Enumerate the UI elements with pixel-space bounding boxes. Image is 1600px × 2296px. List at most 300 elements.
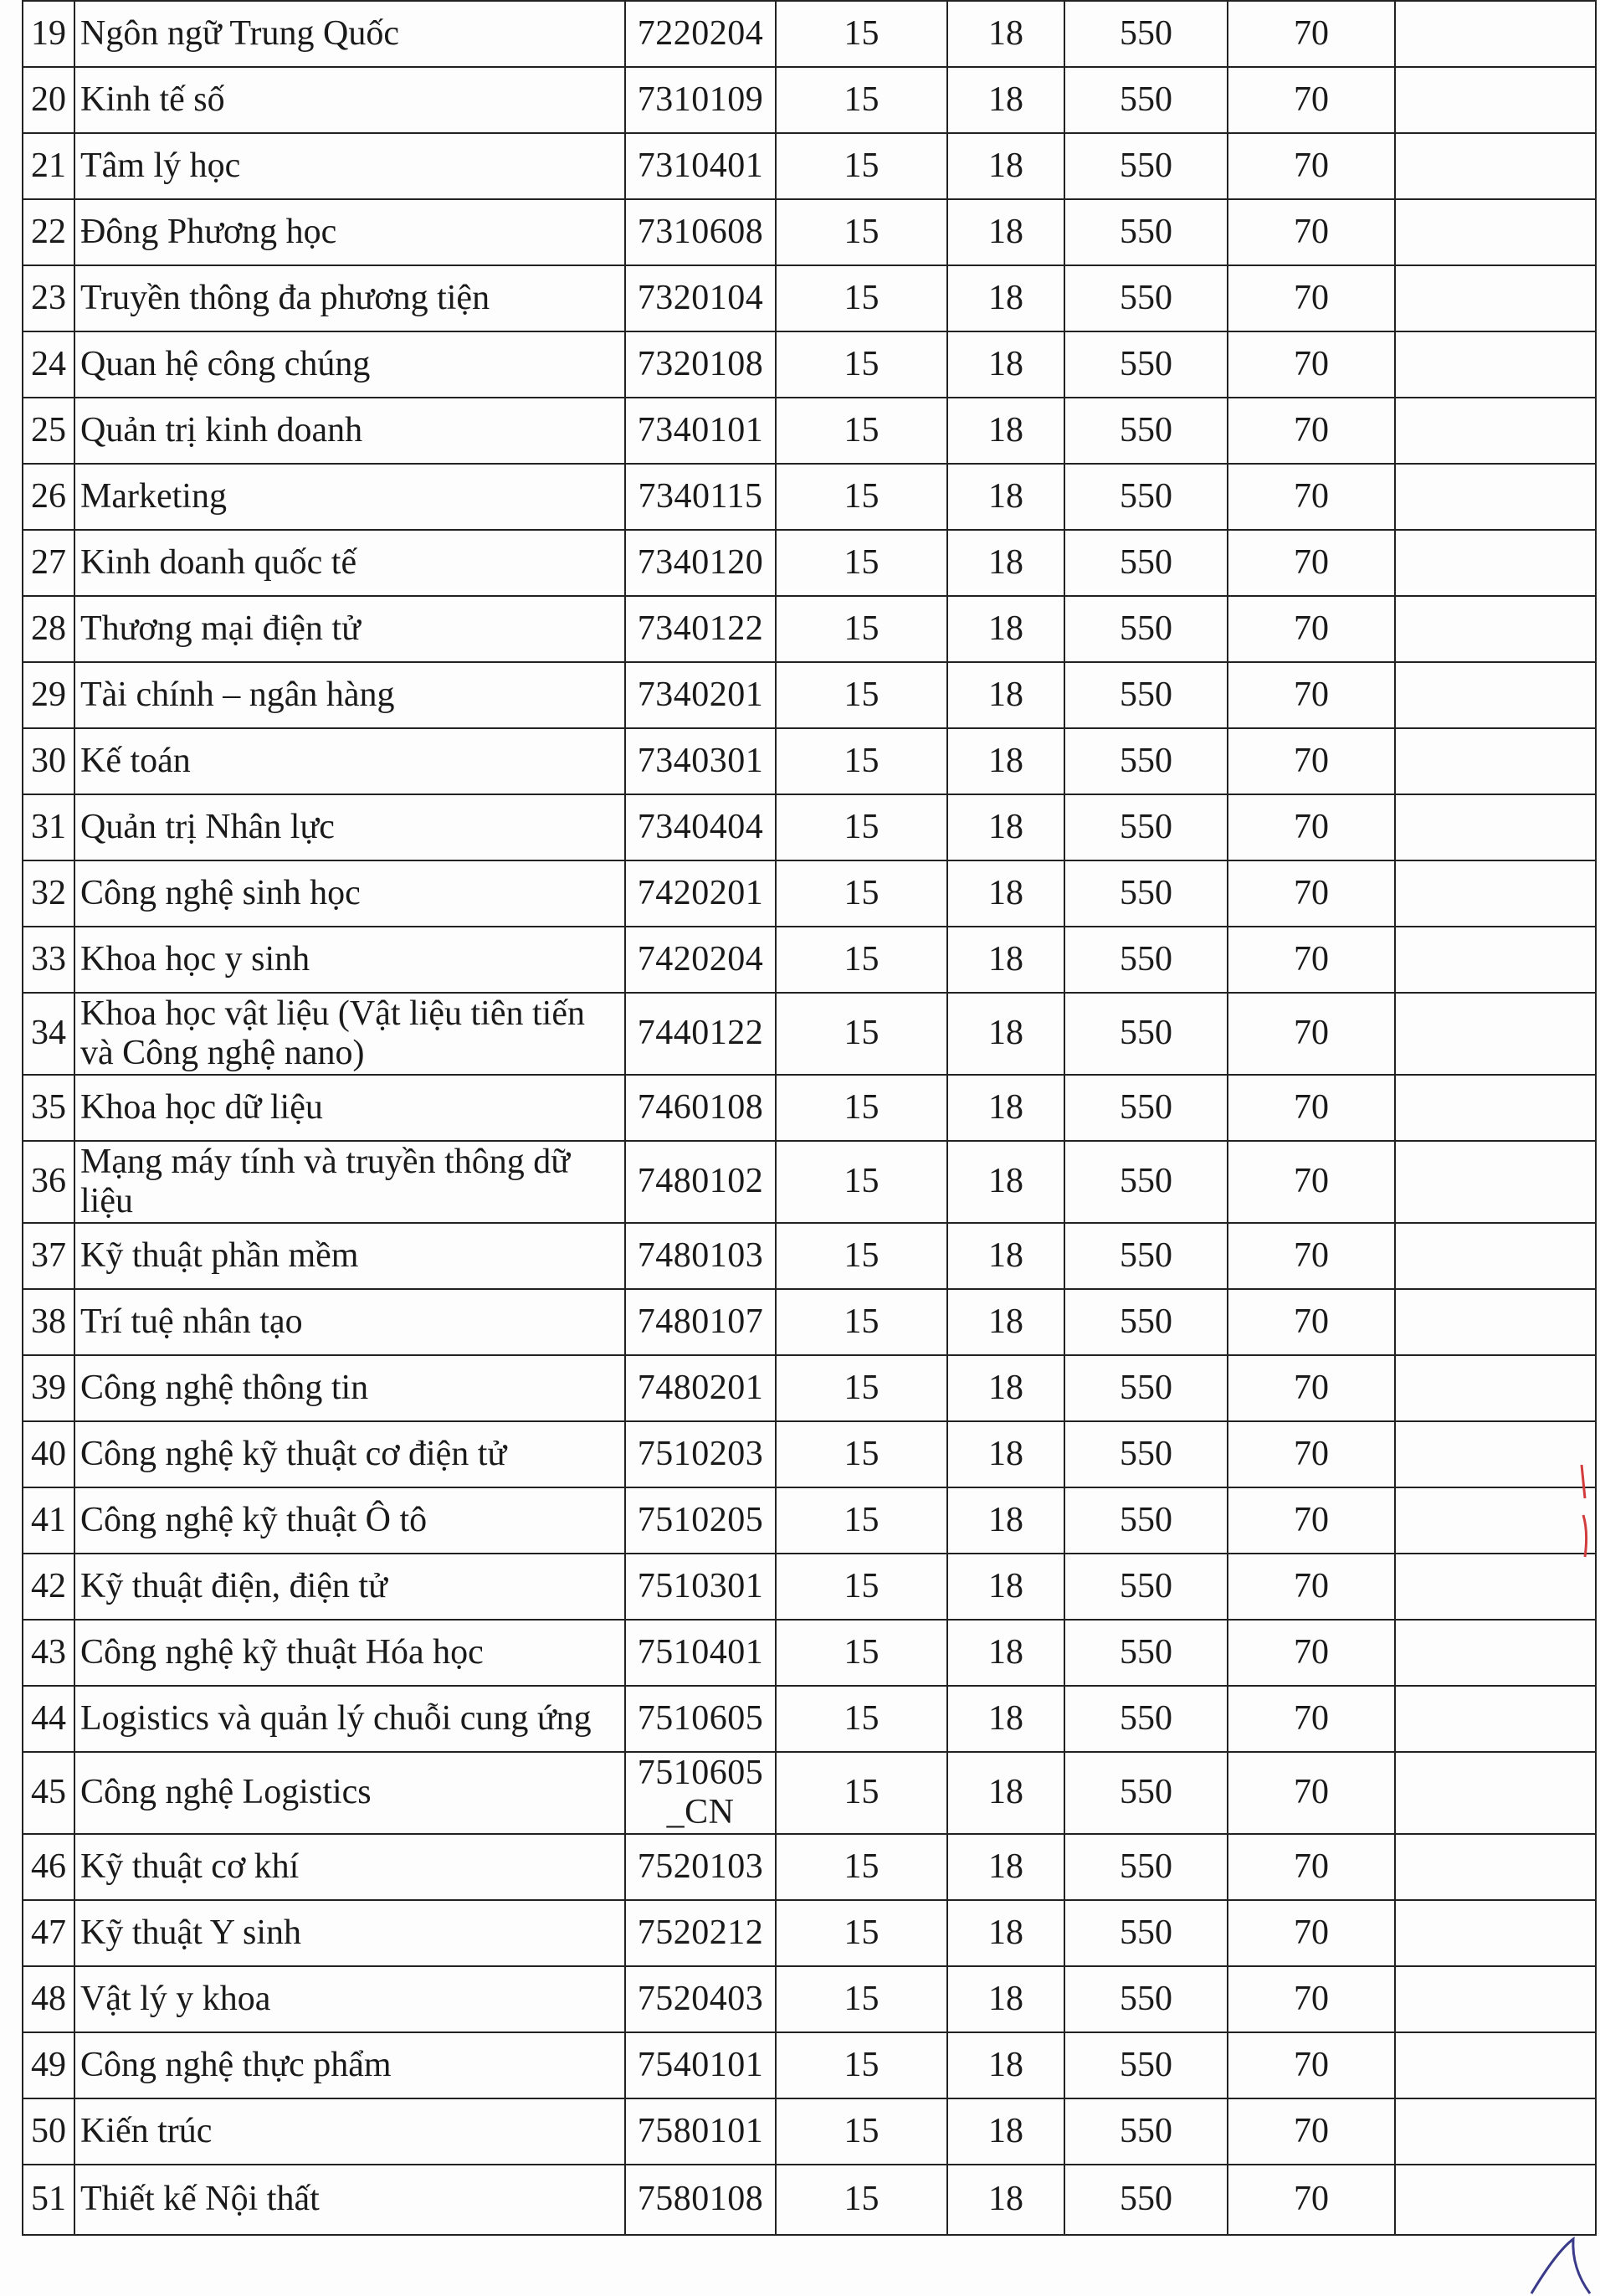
cell-value-3: 550 — [1064, 331, 1228, 398]
cell-stt: 20 — [23, 67, 74, 133]
cell-major-name: Kinh doanh quốc tế — [74, 530, 625, 596]
cell-major-name: Công nghệ kỹ thuật Ô tô — [74, 1487, 625, 1554]
cell-stt: 37 — [23, 1223, 74, 1289]
cell-value-1: 15 — [776, 530, 947, 596]
cell-value-2: 18 — [947, 1075, 1064, 1141]
cell-note — [1395, 2098, 1596, 2165]
cell-stt: 46 — [23, 1834, 74, 1900]
cell-major-code: 7520103 — [625, 1834, 776, 1900]
cell-value-1: 15 — [776, 1966, 947, 2032]
cell-note — [1395, 331, 1596, 398]
cell-value-4: 70 — [1228, 2032, 1395, 2098]
cell-value-1: 15 — [776, 1075, 947, 1141]
cell-note — [1395, 662, 1596, 728]
cell-major-code: 7520212 — [625, 1900, 776, 1966]
cell-value-3: 550 — [1064, 596, 1228, 662]
cell-value-2: 18 — [947, 1355, 1064, 1421]
table-row — [23, 794, 1596, 860]
cell-value-1: 15 — [776, 265, 947, 331]
cell-stt: 36 — [23, 1141, 74, 1223]
cell-major-name: Trí tuệ nhân tạo — [74, 1289, 625, 1355]
cell-value-2: 18 — [947, 728, 1064, 794]
cell-value-4: 70 — [1228, 1, 1395, 67]
cell-value-1: 15 — [776, 67, 947, 133]
cell-value-3: 550 — [1064, 1620, 1228, 1686]
cell-major-code: 7440122 — [625, 993, 776, 1075]
cell-value-4: 70 — [1228, 1289, 1395, 1355]
cell-value-3: 550 — [1064, 398, 1228, 464]
cell-value-3: 550 — [1064, 1289, 1228, 1355]
cell-value-1: 15 — [776, 1223, 947, 1289]
corner-pen-stroke — [1523, 2235, 1600, 2296]
cell-value-2: 18 — [947, 2032, 1064, 2098]
cell-value-1: 15 — [776, 1289, 947, 1355]
cell-major-code: 7520403 — [625, 1966, 776, 2032]
table-row — [23, 1966, 1596, 2032]
cell-value-2: 18 — [947, 662, 1064, 728]
cell-note — [1395, 265, 1596, 331]
table-row — [23, 133, 1596, 199]
table-row — [23, 530, 1596, 596]
cell-major-code: 7310401 — [625, 133, 776, 199]
cell-value-1: 15 — [776, 331, 947, 398]
cell-value-3: 550 — [1064, 662, 1228, 728]
cell-major-name: Kỹ thuật cơ khí — [74, 1834, 625, 1900]
cell-value-4: 70 — [1228, 596, 1395, 662]
cell-value-3: 550 — [1064, 1966, 1228, 2032]
cell-major-code: 7510605 — [625, 1686, 776, 1752]
cell-stt: 41 — [23, 1487, 74, 1554]
cell-note — [1395, 1, 1596, 67]
cell-note — [1395, 927, 1596, 993]
cell-major-name: Tâm lý học — [74, 133, 625, 199]
cell-note — [1395, 133, 1596, 199]
cell-note — [1395, 2165, 1596, 2235]
cell-value-1: 15 — [776, 2165, 947, 2235]
cell-value-3: 550 — [1064, 530, 1228, 596]
cell-major-name: Quản trị kinh doanh — [74, 398, 625, 464]
table-row — [23, 662, 1596, 728]
cell-value-1: 15 — [776, 993, 947, 1075]
cell-major-name: Quan hệ công chúng — [74, 331, 625, 398]
cell-note — [1395, 993, 1596, 1075]
cell-stt: 21 — [23, 133, 74, 199]
table-row — [23, 927, 1596, 993]
cell-value-2: 18 — [947, 1752, 1064, 1834]
cell-value-2: 18 — [947, 133, 1064, 199]
cell-value-1: 15 — [776, 860, 947, 927]
cell-major-code: 7320104 — [625, 265, 776, 331]
cell-note — [1395, 860, 1596, 927]
cell-stt: 24 — [23, 331, 74, 398]
cell-value-3: 550 — [1064, 67, 1228, 133]
cell-value-4: 70 — [1228, 199, 1395, 265]
cell-stt: 51 — [23, 2165, 74, 2235]
cell-major-code: 7460108 — [625, 1075, 776, 1141]
table-body — [23, 1, 1596, 2235]
cell-value-4: 70 — [1228, 1487, 1395, 1554]
cell-value-2: 18 — [947, 265, 1064, 331]
cell-major-name: Đông Phương học — [74, 199, 625, 265]
cell-note — [1395, 1075, 1596, 1141]
cell-major-code: 7480102 — [625, 1141, 776, 1223]
cell-major-name: Công nghệ thông tin — [74, 1355, 625, 1421]
cell-stt: 42 — [23, 1554, 74, 1620]
cell-value-3: 550 — [1064, 794, 1228, 860]
table-row — [23, 2165, 1596, 2235]
cell-value-1: 15 — [776, 1834, 947, 1900]
table-row — [23, 728, 1596, 794]
cell-stt: 39 — [23, 1355, 74, 1421]
cell-major-name: Kỹ thuật Y sinh — [74, 1900, 625, 1966]
cell-value-2: 18 — [947, 1554, 1064, 1620]
cell-value-2: 18 — [947, 1966, 1064, 2032]
cell-value-2: 18 — [947, 398, 1064, 464]
table-row — [23, 1487, 1596, 1554]
cell-note — [1395, 1141, 1596, 1223]
cell-value-2: 18 — [947, 1421, 1064, 1487]
cell-major-code: 7510203 — [625, 1421, 776, 1487]
cell-value-1: 15 — [776, 596, 947, 662]
cell-value-4: 70 — [1228, 860, 1395, 927]
cell-stt: 25 — [23, 398, 74, 464]
cell-major-name: Mạng máy tính và truyền thông dữ liệu — [74, 1141, 625, 1223]
cell-note — [1395, 67, 1596, 133]
table-row — [23, 1752, 1596, 1834]
cell-note — [1395, 1620, 1596, 1686]
table-row — [23, 331, 1596, 398]
cell-value-1: 15 — [776, 2098, 947, 2165]
table-row — [23, 1, 1596, 67]
table-row — [23, 1289, 1596, 1355]
cell-stt: 19 — [23, 1, 74, 67]
cell-major-name: Công nghệ kỹ thuật cơ điện tử — [74, 1421, 625, 1487]
cell-value-4: 70 — [1228, 927, 1395, 993]
cell-major-code: 7340122 — [625, 596, 776, 662]
table-row — [23, 1223, 1596, 1289]
cell-stt: 34 — [23, 993, 74, 1075]
cell-major-code: 7340101 — [625, 398, 776, 464]
cell-value-3: 550 — [1064, 1355, 1228, 1421]
cell-value-1: 15 — [776, 1355, 947, 1421]
cell-value-2: 18 — [947, 860, 1064, 927]
cell-major-code: 7340404 — [625, 794, 776, 860]
cell-note — [1395, 1421, 1596, 1487]
cell-value-2: 18 — [947, 794, 1064, 860]
cell-major-code: 7510205 — [625, 1487, 776, 1554]
cell-value-3: 550 — [1064, 1223, 1228, 1289]
cell-value-3: 550 — [1064, 927, 1228, 993]
cell-major-name: Quản trị Nhân lực — [74, 794, 625, 860]
table-row — [23, 596, 1596, 662]
cell-note — [1395, 2032, 1596, 2098]
cell-value-4: 70 — [1228, 1355, 1395, 1421]
cell-value-4: 70 — [1228, 1223, 1395, 1289]
cell-value-4: 70 — [1228, 794, 1395, 860]
table-row — [23, 1620, 1596, 1686]
cell-value-4: 70 — [1228, 331, 1395, 398]
cell-stt: 47 — [23, 1900, 74, 1966]
cell-stt: 22 — [23, 199, 74, 265]
cell-major-name: Kỹ thuật điện, điện tử — [74, 1554, 625, 1620]
cell-value-4: 70 — [1228, 1966, 1395, 2032]
cell-major-name: Vật lý y khoa — [74, 1966, 625, 2032]
cell-value-3: 550 — [1064, 1686, 1228, 1752]
cell-value-4: 70 — [1228, 1421, 1395, 1487]
cell-note — [1395, 530, 1596, 596]
cell-major-name: Khoa học vật liệu (Vật liệu tiên tiến và Công nghệ nano) — [74, 993, 625, 1075]
cell-value-4: 70 — [1228, 265, 1395, 331]
cell-major-code: 7420201 — [625, 860, 776, 927]
cell-major-name: Công nghệ Logistics — [74, 1752, 625, 1834]
cell-value-2: 18 — [947, 2098, 1064, 2165]
cell-value-3: 550 — [1064, 860, 1228, 927]
cell-major-code: 7580101 — [625, 2098, 776, 2165]
cell-value-1: 15 — [776, 1554, 947, 1620]
cell-value-4: 70 — [1228, 464, 1395, 530]
cell-value-3: 550 — [1064, 265, 1228, 331]
cell-major-code: 7510301 — [625, 1554, 776, 1620]
cell-value-4: 70 — [1228, 1686, 1395, 1752]
table-row — [23, 993, 1596, 1075]
cell-value-1: 15 — [776, 1900, 947, 1966]
cell-stt: 28 — [23, 596, 74, 662]
cell-value-1: 15 — [776, 927, 947, 993]
cell-value-2: 18 — [947, 1900, 1064, 1966]
table-row — [23, 1900, 1596, 1966]
cell-note — [1395, 1900, 1596, 1966]
cell-major-name: Kiến trúc — [74, 2098, 625, 2165]
cell-value-2: 18 — [947, 530, 1064, 596]
cell-major-code: 7340201 — [625, 662, 776, 728]
cell-value-3: 550 — [1064, 199, 1228, 265]
cell-value-4: 70 — [1228, 1075, 1395, 1141]
cell-stt: 38 — [23, 1289, 74, 1355]
cell-value-2: 18 — [947, 331, 1064, 398]
cell-major-code: 7310109 — [625, 67, 776, 133]
cell-note — [1395, 464, 1596, 530]
cell-value-3: 550 — [1064, 133, 1228, 199]
table-row — [23, 199, 1596, 265]
table-row — [23, 398, 1596, 464]
cell-major-name: Kinh tế số — [74, 67, 625, 133]
table-row — [23, 1355, 1596, 1421]
cell-major-code: 7540101 — [625, 2032, 776, 2098]
cell-major-name: Thiết kế Nội thất — [74, 2165, 625, 2235]
table-row — [23, 2098, 1596, 2165]
cell-major-code: 7220204 — [625, 1, 776, 67]
table-row — [23, 860, 1596, 927]
cell-stt: 32 — [23, 860, 74, 927]
cell-stt: 44 — [23, 1686, 74, 1752]
cell-value-2: 18 — [947, 1487, 1064, 1554]
cell-stt: 43 — [23, 1620, 74, 1686]
cell-value-3: 550 — [1064, 1554, 1228, 1620]
cell-value-2: 18 — [947, 1141, 1064, 1223]
cell-major-name: Ngôn ngữ Trung Quốc — [74, 1, 625, 67]
cell-value-3: 550 — [1064, 2098, 1228, 2165]
cell-value-4: 70 — [1228, 398, 1395, 464]
cell-value-4: 70 — [1228, 1620, 1395, 1686]
cell-value-4: 70 — [1228, 530, 1395, 596]
cell-major-name: Kỹ thuật phần mềm — [74, 1223, 625, 1289]
cell-stt: 45 — [23, 1752, 74, 1834]
cell-major-code: 7320108 — [625, 331, 776, 398]
cell-stt: 40 — [23, 1421, 74, 1487]
cell-value-4: 70 — [1228, 1752, 1395, 1834]
cell-note — [1395, 1752, 1596, 1834]
table-row — [23, 1421, 1596, 1487]
cell-value-4: 70 — [1228, 133, 1395, 199]
cell-value-2: 18 — [947, 1289, 1064, 1355]
cell-stt: 50 — [23, 2098, 74, 2165]
cell-major-name: Marketing — [74, 464, 625, 530]
cell-value-4: 70 — [1228, 1834, 1395, 1900]
table-row — [23, 1686, 1596, 1752]
table-row — [23, 1141, 1596, 1223]
cell-major-code: 7420204 — [625, 927, 776, 993]
cell-value-2: 18 — [947, 927, 1064, 993]
cell-value-3: 550 — [1064, 1141, 1228, 1223]
cell-major-name: Thương mại điện tử — [74, 596, 625, 662]
cell-note — [1395, 1966, 1596, 2032]
cell-major-code: 7510401 — [625, 1620, 776, 1686]
cell-value-3: 550 — [1064, 1900, 1228, 1966]
cell-major-code: 7310608 — [625, 199, 776, 265]
cell-stt: 23 — [23, 265, 74, 331]
cell-note — [1395, 1554, 1596, 1620]
table-row — [23, 1834, 1596, 1900]
cell-value-1: 15 — [776, 199, 947, 265]
cell-value-4: 70 — [1228, 662, 1395, 728]
cell-note — [1395, 398, 1596, 464]
cell-value-3: 550 — [1064, 2165, 1228, 2235]
cell-value-3: 550 — [1064, 1834, 1228, 1900]
cell-note — [1395, 1289, 1596, 1355]
cell-note — [1395, 1355, 1596, 1421]
table-row — [23, 67, 1596, 133]
cell-note — [1395, 596, 1596, 662]
cell-value-1: 15 — [776, 1620, 947, 1686]
cell-value-2: 18 — [947, 1686, 1064, 1752]
cell-value-2: 18 — [947, 464, 1064, 530]
cell-major-code: 7340115 — [625, 464, 776, 530]
cell-major-name: Công nghệ sinh học — [74, 860, 625, 927]
cell-major-name: Công nghệ kỹ thuật Hóa học — [74, 1620, 625, 1686]
cell-value-3: 550 — [1064, 728, 1228, 794]
cell-value-4: 70 — [1228, 1141, 1395, 1223]
cell-major-code: 7480107 — [625, 1289, 776, 1355]
cell-major-name: Khoa học dữ liệu — [74, 1075, 625, 1141]
cell-value-2: 18 — [947, 596, 1064, 662]
cell-value-3: 550 — [1064, 464, 1228, 530]
cell-value-3: 550 — [1064, 2032, 1228, 2098]
cell-value-1: 15 — [776, 794, 947, 860]
cell-major-name: Khoa học y sinh — [74, 927, 625, 993]
cell-value-1: 15 — [776, 1, 947, 67]
table-row — [23, 464, 1596, 530]
cell-note — [1395, 728, 1596, 794]
cell-value-1: 15 — [776, 662, 947, 728]
cell-value-4: 70 — [1228, 728, 1395, 794]
cell-value-2: 18 — [947, 1620, 1064, 1686]
cell-value-3: 550 — [1064, 1421, 1228, 1487]
cell-value-3: 550 — [1064, 993, 1228, 1075]
cell-value-2: 18 — [947, 1834, 1064, 1900]
cell-value-1: 15 — [776, 2032, 947, 2098]
cell-value-2: 18 — [947, 199, 1064, 265]
cell-stt: 29 — [23, 662, 74, 728]
cell-stt: 30 — [23, 728, 74, 794]
cell-value-1: 15 — [776, 464, 947, 530]
cell-major-code: 7480201 — [625, 1355, 776, 1421]
cell-value-2: 18 — [947, 1, 1064, 67]
cell-stt: 35 — [23, 1075, 74, 1141]
cell-value-3: 550 — [1064, 1487, 1228, 1554]
cell-stt: 49 — [23, 2032, 74, 2098]
table-row — [23, 1075, 1596, 1141]
cell-major-code: 7480103 — [625, 1223, 776, 1289]
cell-stt: 33 — [23, 927, 74, 993]
cell-note — [1395, 1834, 1596, 1900]
cell-value-4: 70 — [1228, 1554, 1395, 1620]
cell-major-code: 7340120 — [625, 530, 776, 596]
cell-major-code: 7580108 — [625, 2165, 776, 2235]
cell-value-1: 15 — [776, 728, 947, 794]
cell-value-4: 70 — [1228, 1900, 1395, 1966]
table-row — [23, 1554, 1596, 1620]
cell-stt: 26 — [23, 464, 74, 530]
admissions-table — [22, 0, 1597, 2236]
cell-note — [1395, 1223, 1596, 1289]
cell-value-1: 15 — [776, 1752, 947, 1834]
cell-note — [1395, 199, 1596, 265]
cell-stt: 27 — [23, 530, 74, 596]
cell-value-1: 15 — [776, 1141, 947, 1223]
cell-value-1: 15 — [776, 133, 947, 199]
cell-stt: 48 — [23, 1966, 74, 2032]
cell-value-3: 550 — [1064, 1752, 1228, 1834]
cell-value-2: 18 — [947, 1223, 1064, 1289]
table-row — [23, 2032, 1596, 2098]
cell-value-3: 550 — [1064, 1075, 1228, 1141]
cell-value-1: 15 — [776, 1487, 947, 1554]
cell-value-4: 70 — [1228, 2098, 1395, 2165]
cell-major-name: Logistics và quản lý chuỗi cung ứng — [74, 1686, 625, 1752]
table-row — [23, 265, 1596, 331]
cell-major-code: 7510605 _CN — [625, 1752, 776, 1834]
cell-value-1: 15 — [776, 398, 947, 464]
cell-value-2: 18 — [947, 2165, 1064, 2235]
cell-note — [1395, 1686, 1596, 1752]
cell-value-4: 70 — [1228, 993, 1395, 1075]
cell-major-name: Tài chính – ngân hàng — [74, 662, 625, 728]
cell-value-4: 70 — [1228, 67, 1395, 133]
cell-major-name: Công nghệ thực phẩm — [74, 2032, 625, 2098]
cell-value-3: 550 — [1064, 1, 1228, 67]
cell-stt: 31 — [23, 794, 74, 860]
cell-note — [1395, 794, 1596, 860]
cell-value-2: 18 — [947, 67, 1064, 133]
cell-major-name: Kế toán — [74, 728, 625, 794]
cell-major-code: 7340301 — [625, 728, 776, 794]
cell-value-1: 15 — [776, 1686, 947, 1752]
cell-note — [1395, 1487, 1596, 1554]
cell-value-1: 15 — [776, 1421, 947, 1487]
cell-major-name: Truyền thông đa phương tiện — [74, 265, 625, 331]
cell-value-4: 70 — [1228, 2165, 1395, 2235]
cell-value-2: 18 — [947, 993, 1064, 1075]
